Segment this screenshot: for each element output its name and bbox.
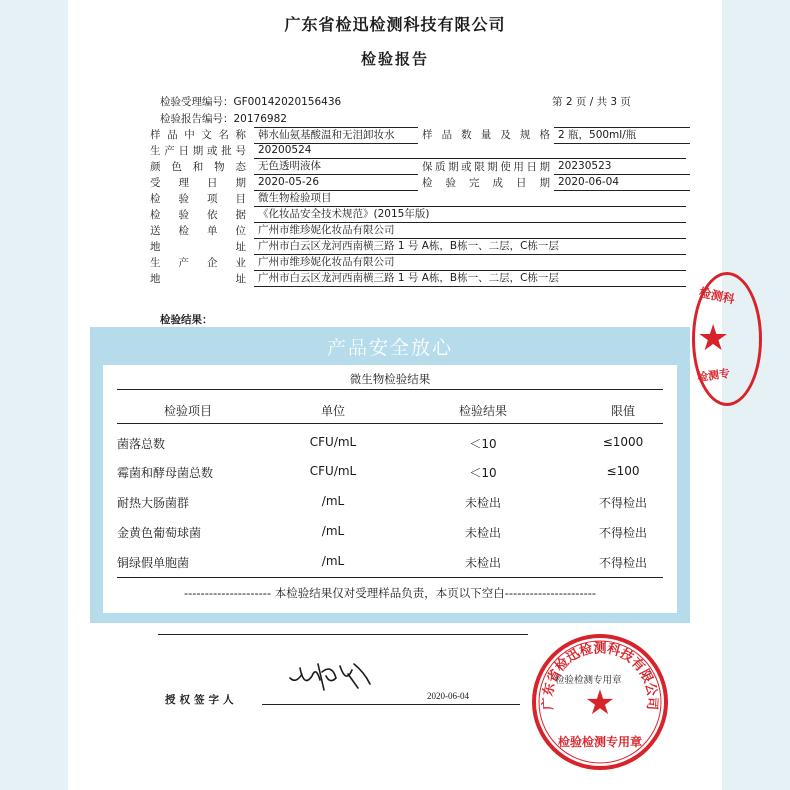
results-card xyxy=(103,365,677,613)
info-row-address xyxy=(150,239,686,255)
info-value: 《化妆品安全技术规范》(2015年版) xyxy=(254,207,686,223)
table-cell: 铜绿假单胞菌 xyxy=(117,556,190,570)
info-value: 广州市白云区龙河西南横三路 1 号 A栋，B栋一、二层，C栋一层 xyxy=(254,271,686,287)
stamp-text: 检测专 xyxy=(696,366,731,385)
column-header: 限值 xyxy=(610,404,635,418)
column-header: 检验结果 xyxy=(458,404,507,418)
info-value: 2020-05-26 xyxy=(254,175,418,191)
table-cell: 耐热大肠菌群 xyxy=(117,496,190,510)
info-label: 保质期或限期使用日期 xyxy=(422,161,550,173)
partial-red-stamp xyxy=(692,272,762,406)
table-cell: CFU/mL xyxy=(309,464,357,478)
info-value: 广州市维珍妮化妆品有限公司 xyxy=(254,255,686,271)
info-value: 微生物检验项目 xyxy=(254,191,686,207)
result-label: 检验结果： xyxy=(160,314,213,326)
report-title: 检验报告 xyxy=(360,50,429,68)
info-row-batch xyxy=(150,143,686,159)
info-row-accept xyxy=(150,175,686,191)
table-cell: CFU/mL xyxy=(309,435,357,449)
info-label: 生产企业 xyxy=(150,257,246,269)
info-row-item xyxy=(150,191,686,207)
left-side-panel xyxy=(0,0,68,790)
stamp-note: 检验检测专用章 xyxy=(555,675,622,686)
table-cell: 不得检出 xyxy=(598,526,647,540)
table-cell: /mL xyxy=(321,554,345,568)
divider xyxy=(158,634,528,635)
star-icon: ★ xyxy=(697,318,730,359)
stamp-text: 检测科 xyxy=(697,285,736,307)
official-red-seal xyxy=(528,630,672,774)
info-label: 地址 xyxy=(150,241,246,253)
info-row-color xyxy=(150,159,686,175)
info-label: 受理日期 xyxy=(150,177,246,189)
table-cell: 未检出 xyxy=(464,496,501,510)
signature-line xyxy=(262,704,520,705)
signature-label: 授权签字人 xyxy=(165,694,238,706)
info-label: 生产日期或批号 xyxy=(150,145,246,157)
table-rule xyxy=(117,577,663,578)
info-label: 地址 xyxy=(150,273,246,285)
table-cell: 不得检出 xyxy=(598,556,647,570)
table-cell: ＜10 xyxy=(469,466,497,480)
info-label: 颜色和物态 xyxy=(150,161,246,173)
table-cell: /mL xyxy=(321,494,345,508)
info-label: 样品中文名称 xyxy=(150,129,246,141)
table-rule xyxy=(117,423,663,424)
info-row-producer-address xyxy=(150,271,686,287)
table-cell: ≤100 xyxy=(606,464,640,478)
info-value: 20230523 xyxy=(554,159,690,175)
table-cell: /mL xyxy=(321,524,345,538)
handwritten-signature xyxy=(286,654,376,698)
sample-info-table xyxy=(150,127,686,287)
table-cell: 未检出 xyxy=(464,526,501,540)
info-value: 2 瓶，500ml/瓶 xyxy=(554,127,690,144)
report-number: 检验报告编号：20176982 xyxy=(160,113,287,125)
info-row-sender xyxy=(150,223,686,239)
info-row-basis xyxy=(150,207,686,223)
table-rule xyxy=(117,389,663,390)
seal-ring-text: 广东省检迅检测科技有限公司 xyxy=(540,641,660,711)
info-label: 样品数量及规格 xyxy=(422,129,550,141)
micro-title: 微生物检验结果 xyxy=(349,372,431,386)
table-cell: ＜10 xyxy=(469,437,497,451)
accept-number: 检验受理编号：GF00142020156436 xyxy=(160,96,342,108)
info-value: 20200524 xyxy=(254,143,686,159)
info-value: 2020-06-04 xyxy=(554,175,690,191)
table-cell: 霉菌和酵母菌总数 xyxy=(117,466,214,480)
info-label: 送检单位 xyxy=(150,225,246,237)
company-name: 广东省检迅检测科技有限公司 xyxy=(284,15,506,34)
table-cell: 金黄色葡萄球菌 xyxy=(117,526,202,540)
signature-date: 2020-06-04 xyxy=(427,691,469,701)
info-row-producer xyxy=(150,255,686,271)
table-cell: 菌落总数 xyxy=(117,437,166,451)
info-value: 广州市维珍妮化妆品有限公司 xyxy=(254,223,686,239)
results-panel xyxy=(90,327,690,623)
table-cell: 不得检出 xyxy=(598,496,647,510)
column-header: 单位 xyxy=(320,404,345,418)
info-row-name xyxy=(150,127,686,143)
table-cell: 未检出 xyxy=(464,556,501,570)
banner-text: 产品安全放心 xyxy=(326,337,453,359)
info-label: 检验完成日期 xyxy=(422,177,550,189)
table-footnote: --------------------- 本检验结果仅对受理样品负责，本页以下空白---------------------- xyxy=(183,586,597,600)
info-label: 检验依据 xyxy=(150,209,246,221)
info-value: 韩水仙氨基酸温和无泪卸妆水 xyxy=(254,127,418,144)
info-value: 无色透明液体 xyxy=(254,159,418,175)
info-value: 广州市白云区龙河西南横三路 1 号 A栋，B栋一、二层，C栋一层 xyxy=(254,239,686,255)
seal-bottom-text: 检验检测专用章 xyxy=(557,735,643,749)
table-cell: ≤1000 xyxy=(602,435,644,449)
info-label: 检验项目 xyxy=(150,193,246,205)
page-indicator: 第 2 页 / 共 3 页 xyxy=(552,96,631,108)
column-header: 检验项目 xyxy=(163,404,212,418)
star-icon: ★ xyxy=(584,683,616,723)
